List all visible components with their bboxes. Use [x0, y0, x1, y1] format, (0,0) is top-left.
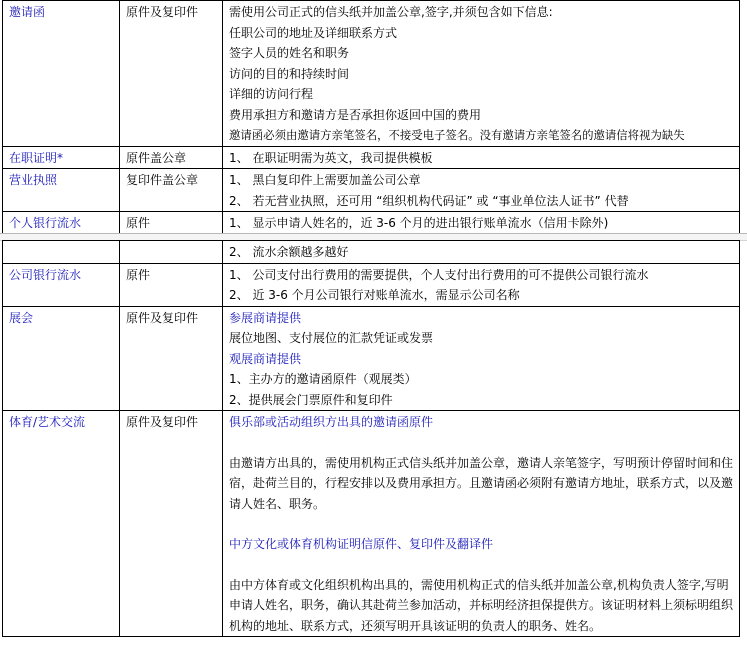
desc-line: 1、 公司支付出行费用的需要提供，个人支付出行费用的可不提供公司银行流水	[229, 267, 649, 282]
desc-line: 详细的访问行程	[229, 87, 314, 101]
doc-type-cell: 原件及复印件	[120, 411, 223, 637]
doc-type-cell: 原件	[120, 263, 223, 306]
table-row	[3, 306, 740, 411]
desc-line: 展位地图、支付展位的汇款凭证或发票	[229, 331, 434, 345]
institution-letter-heading: 中方文化或体育机构证明信原件、复印件及翻译件	[229, 537, 494, 551]
requirements-table-top	[2, 0, 740, 235]
visitor-heading: 观展商请提供	[229, 351, 302, 366]
doc-desc-cell	[223, 263, 740, 306]
doc-desc-cell	[223, 212, 740, 235]
doc-name-cell: 在职证明*	[3, 146, 120, 169]
desc-line: 签字人员的姓名和职务	[229, 46, 350, 60]
doc-type-cell: 原件及复印件	[120, 306, 223, 411]
desc-line: 2、 若无营业执照，还可用 “组织机构代码证” 或 “事业单位法人证书” 代替	[229, 193, 629, 208]
table-row	[3, 1, 740, 147]
table-row	[3, 212, 740, 235]
doc-name-cell: 邀请函	[3, 1, 120, 147]
desc-line: 需使用公司正式的信头纸并加盖公章,签字,并须包含如下信息:	[229, 5, 553, 19]
table-row	[3, 241, 740, 264]
desc-line: 2、提供展会门票原件和复印件	[229, 392, 393, 407]
doc-type-cell: 复印件盖公章	[120, 169, 223, 212]
requirements-table-bottom	[2, 240, 740, 637]
doc-type-cell: 原件及复印件	[120, 1, 223, 147]
doc-name-cell	[3, 241, 120, 264]
doc-name-cell: 体育/艺术交流	[3, 411, 120, 637]
doc-desc-cell	[223, 1, 740, 147]
doc-desc-cell	[223, 411, 740, 637]
doc-desc-cell	[223, 241, 740, 264]
desc-line: 1、 在职证明需为英文，我司提供模板	[229, 150, 433, 165]
exhibitor-heading: 参展商请提供	[229, 310, 302, 325]
doc-name-cell: 公司银行流水	[3, 263, 120, 306]
doc-name-cell: 个人银行流水	[3, 212, 120, 235]
doc-desc-cell	[223, 169, 740, 212]
table-row	[3, 146, 740, 169]
institution-letter-paragraph: 由中方体育或文化组织机构出具的，需使用机构正式的信头纸并加盖公章,机构负责人签字,写明申请人姓名，职务，确认其赴荷兰参加活动，并标明经济担保提供方。该证明材料上须标明组织机构的地址、联系方式，还须写明开具该证明的负责人的职务、姓名。	[229, 577, 734, 633]
desc-line: 邀请函必须由邀请方亲笔签名，不接受电子签名。没有邀请方亲笔签名的邀请信将视为缺失	[229, 128, 685, 142]
desc-line: 1、 显示申请人姓名的，近 3-6 个月的进出银行账单流水（信用卡除外)	[229, 216, 609, 230]
doc-name-cell: 展会	[3, 306, 120, 411]
desc-line: 费用承担方和邀请方是否承担你返回中国的费用	[229, 107, 482, 122]
doc-type-cell	[120, 241, 223, 264]
desc-line: 2、 近 3-6 个月公司银行对账单流水，需显示公司名称	[229, 288, 520, 302]
desc-line: 2、 流水余额越多越好	[229, 245, 349, 259]
club-invitation-heading: 俱乐部或活动组织方出具的邀请函原件	[229, 415, 434, 429]
doc-desc-cell	[223, 306, 740, 411]
table-row	[3, 263, 740, 306]
doc-desc-cell	[223, 146, 740, 169]
club-invitation-paragraph: 由邀请方出具的，需使用机构正式信头纸并加盖公章，邀请人亲笔签字，写明预计停留时间和住宿，赴荷兰目的，行程安排以及费用承担方。且邀请函必须附有邀请方地址，联系方式，以及邀请人姓名、职务。	[229, 455, 734, 511]
doc-type-cell: 原件	[120, 212, 223, 235]
doc-type-cell: 原件盖公章	[120, 146, 223, 169]
desc-line: 1、 黑白复印件上需要加盖公司公章	[229, 173, 421, 187]
desc-line: 访问的目的和持续时间	[229, 66, 350, 81]
table-row	[3, 169, 740, 212]
doc-name-cell: 营业执照	[3, 169, 120, 212]
desc-line: 任职公司的地址及详细联系方式	[229, 25, 398, 40]
table-row	[3, 411, 740, 637]
desc-line: 1、主办方的邀请函原件（观展类）	[229, 372, 417, 386]
